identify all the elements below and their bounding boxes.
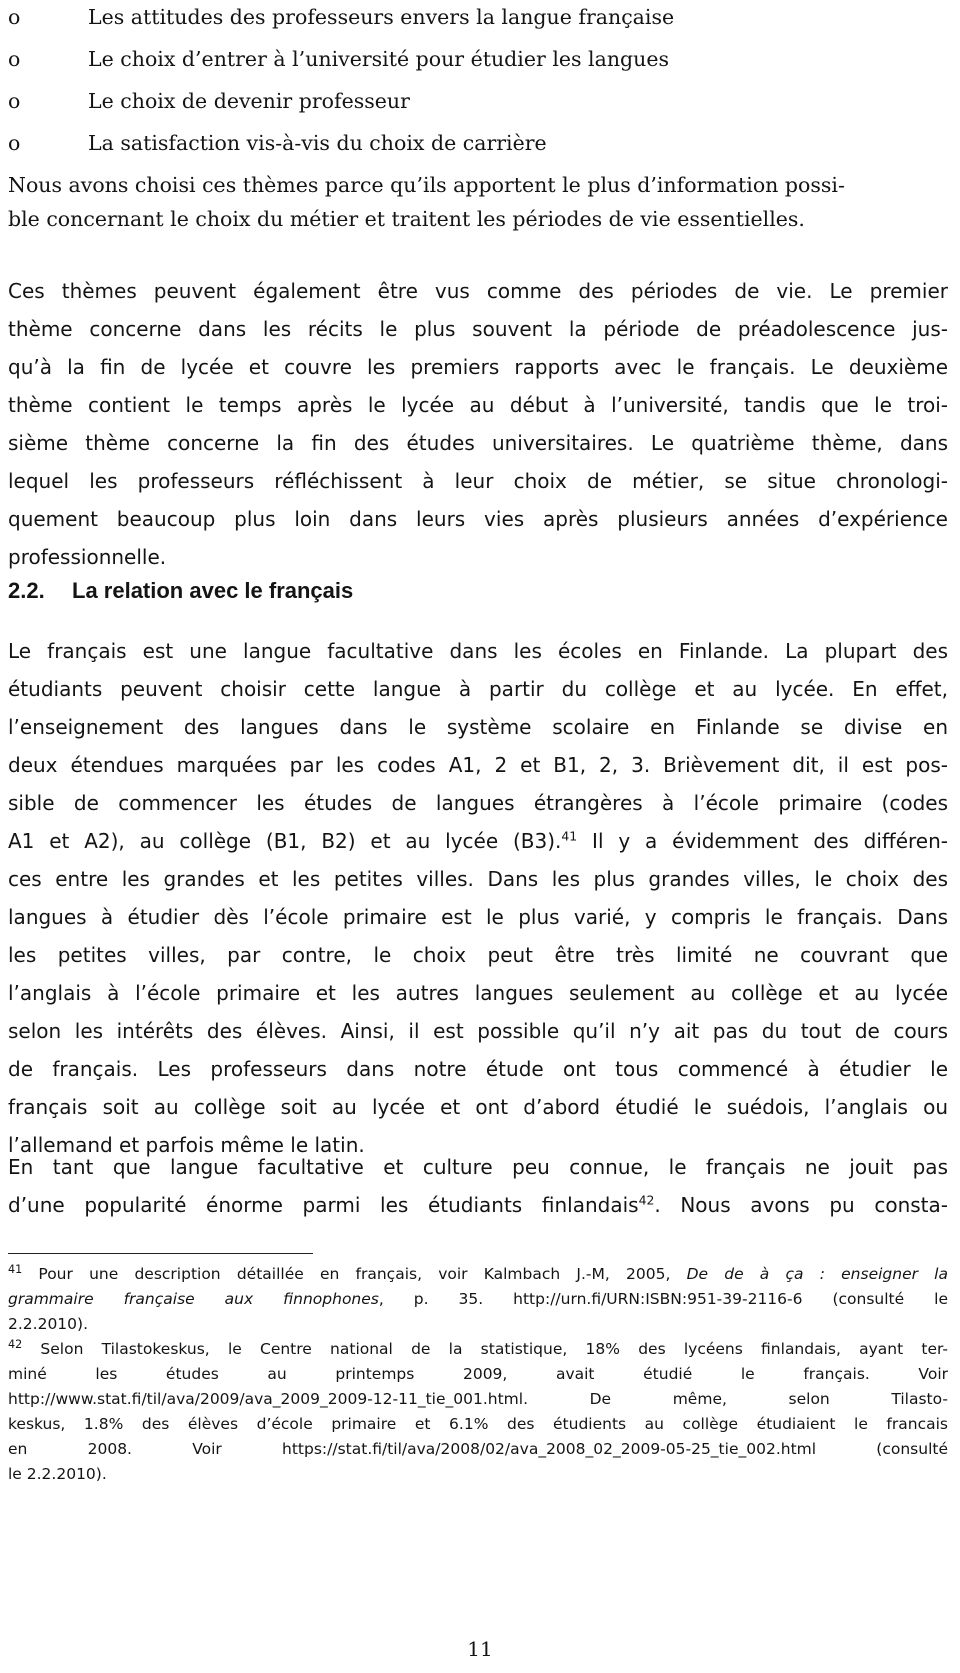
footnote-42: [8, 1337, 948, 1487]
paragraph-life-periods: [8, 272, 948, 576]
footnote-line: keskus, 1.8% des élèves d’école primaire et 6.1% des étudients au collège étudiaient le francais: [8, 1415, 948, 1433]
bullet-marker: o: [8, 131, 21, 155]
list-item-text: Le choix d’entrer à l’université pour étudier les langues: [88, 47, 669, 71]
text-line: sible de commencer les études de langues étrangères à l’école primaire (codes: [8, 791, 948, 815]
theme-list: [8, 0, 948, 164]
footnote-line: [8, 1337, 948, 1362]
footnote-text[interactable]: , p. 35. http://urn.fi/URN:ISBN:951-39-2116-6 (consulté le: [378, 1290, 948, 1308]
text-line: deux étendues marquées par les codes A1, 2 et B1, 2, 3. Brièvement dit, il est pos-: [8, 753, 948, 777]
book-title: grammaire française aux finnophones: [8, 1290, 379, 1308]
text-line: selon les intérêts des élèves. Ainsi, il est possible qu’il n’y ait pas du tout de cours: [8, 1019, 948, 1043]
text-line: les petites villes, par contre, le choix peut être très limité ne couvrant que: [8, 943, 948, 967]
footnote-ref-42[interactable]: 42: [638, 1192, 655, 1208]
footnotes: [8, 1262, 948, 1487]
text-segment: d’une popularité énorme parmi les étudiants finlandais: [8, 1193, 639, 1217]
section-number: 2.2.: [8, 578, 45, 603]
list-item: [8, 122, 948, 164]
list-item-text: Les attitudes des professeurs envers la langue française: [88, 5, 675, 29]
text-line: thème concerne dans les récits le plus souvent la période de préadolescence jus-: [8, 317, 948, 341]
page-number: 11: [467, 1637, 493, 1661]
text-segment: . Nous avons pu consta-: [654, 1193, 948, 1217]
section-heading: [8, 574, 353, 608]
text-line: langues à étudier dès l’école primaire est le plus varié, y compris le français. Dans: [8, 905, 948, 929]
bullet-marker: o: [8, 47, 21, 71]
footnote-line: [8, 1262, 948, 1287]
footnote-number: 41: [8, 1262, 23, 1276]
text-line: de français. Les professeurs dans notre étude ont tous commencé à étudier le: [8, 1057, 948, 1081]
bullet-marker: o: [8, 89, 21, 113]
text-line: l’enseignement des langues dans le système scolaire en Finlande se divise en: [8, 715, 948, 739]
list-item: [8, 38, 948, 80]
text-line: ble concernant le choix du métier et traitent les périodes de vie essentielles.: [8, 207, 805, 231]
list-item-text: La satisfaction vis-à-vis du choix de carrière: [88, 131, 547, 155]
text-line-with-footnote: [8, 1186, 948, 1224]
footnote-line: [8, 1287, 948, 1312]
text-line: ces entre les grandes et les petites villes. Dans les plus grandes villes, le choix des: [8, 867, 948, 891]
text-line: l’anglais à l’école primaire et les autres langues seulement au collège et au lycée: [8, 981, 948, 1005]
text-segment: A1 et A2), au collège (B1, B2) et au lycée (B3).: [8, 829, 562, 853]
text-line: Le français est une langue facultative dans les écoles en Finlande. La plupart des: [8, 639, 948, 663]
paragraph-french-in-schools: [8, 632, 948, 1164]
footnote-line-link[interactable]: en 2008. Voir https://stat.fi/til/ava/2008/02/ava_2008_02_2009-05-25_tie_002.html (consulté: [8, 1440, 948, 1458]
bullet-marker: o: [8, 5, 21, 29]
footnote-ref-41[interactable]: 41: [561, 828, 578, 844]
list-item-text: Le choix de devenir professeur: [88, 89, 410, 113]
text-line: quement beaucoup plus loin dans leurs vies après plusieurs années d’expérience: [8, 507, 948, 531]
text-line: thème contient le temps après le lycée au début à l’université, tandis que le troi-: [8, 393, 948, 417]
text-line: sième thème concerne la fin des études universitaires. Le quatrième thème, dans: [8, 431, 948, 455]
paragraph-themes-choice: [8, 168, 948, 236]
text-line: professionnelle.: [8, 545, 167, 569]
footnote-line: le 2.2.2010).: [8, 1465, 107, 1483]
footnote-number: 42: [8, 1337, 23, 1351]
text-line: Nous avons choisi ces thèmes parce qu’ils apportent le plus d’information possi-: [8, 173, 845, 197]
text-line: En tant que langue facultative et culture peu connue, le français ne jouit pas: [8, 1155, 948, 1179]
footnote-line: 2.2.2010).: [8, 1315, 88, 1333]
footnote-text: Selon Tilastokeskus, le Centre national de la statistique, 18% des lycéens finlandais, ayant ter-: [22, 1340, 948, 1358]
text-line: lequel les professeurs réfléchissent à leur choix de métier, se situe chronologi-: [8, 469, 948, 493]
footnote-line: miné les études au printemps 2009, avait étudié le français. Voir: [8, 1365, 948, 1383]
footnote-41: [8, 1262, 948, 1337]
list-item: [8, 80, 948, 122]
section-title: La relation avec le français: [72, 578, 354, 603]
text-line: français soit au collège soit au lycée et ont d’abord étudié le suédois, l’anglais ou: [8, 1095, 948, 1119]
text-line: qu’à la fin de lycée et couvre les premiers rapports avec le français. Le deuxième: [8, 355, 948, 379]
book-title: De de à ça : enseigner la: [686, 1265, 948, 1283]
text-line: Ces thèmes peuvent également être vus comme des périodes de vie. Le premier: [8, 279, 948, 303]
list-item: [8, 0, 948, 38]
text-segment: Il y a évidemment des différen-: [577, 829, 948, 853]
paragraph-popularity: [8, 1148, 948, 1224]
text-line: étudiants peuvent choisir cette langue à partir du collège et au lycée. En effet,: [8, 677, 948, 701]
footnote-text: Pour une description détaillée en français, voir Kalmbach J.-M, 2005,: [22, 1265, 687, 1283]
text-line: l’allemand et parfois même le latin.: [8, 1133, 365, 1157]
footnote-separator: [8, 1253, 313, 1254]
text-line-with-footnote: [8, 822, 948, 860]
footnote-line-link[interactable]: http://www.stat.fi/til/ava/2009/ava_2009_2009-12-11_tie_001.html. De même, selon Tilasto-: [8, 1390, 948, 1408]
